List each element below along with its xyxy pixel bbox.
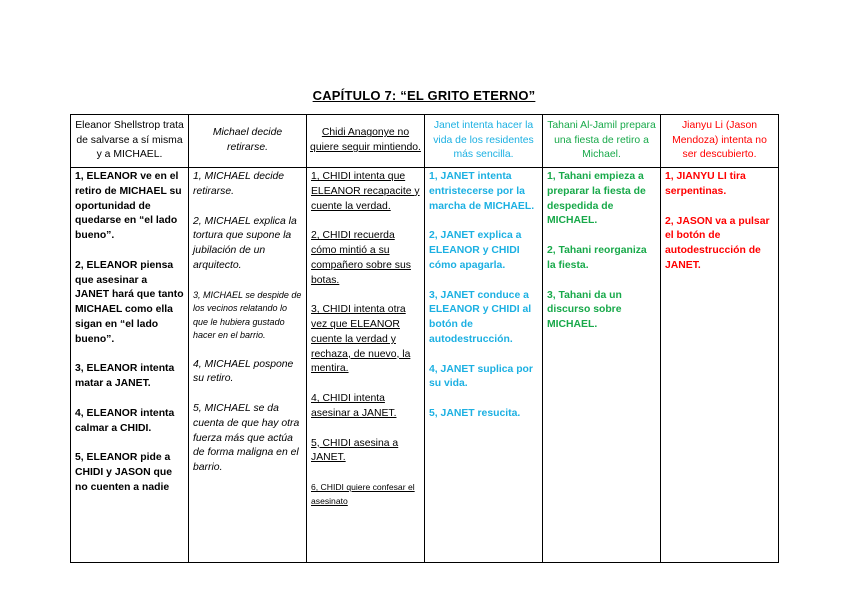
list-item: 1, MICHAEL decide retirarse. bbox=[193, 171, 285, 197]
list-item: 5, MICHAEL se da cuenta de que hay otra fuerza más que actúa de forma maligna en el barrio. bbox=[193, 403, 300, 474]
list-item: 4, CHIDI intenta asesinar a JANET. bbox=[311, 393, 397, 419]
list-item: 2, ELEANOR piensa que asesinar a JANET hará que tanto MICHAEL como ella sigan en “el lado bueno”. bbox=[75, 259, 184, 345]
plot-table bbox=[70, 114, 779, 563]
list-item: 6, CHIDI quiere confesar el asesinato bbox=[311, 482, 415, 506]
column-tahani bbox=[543, 168, 661, 563]
header-michael: Michael decide retirarse. bbox=[189, 115, 307, 168]
header-jianyu: Jianyu Li (Jason Mendoza) intenta no ser descubierto. bbox=[661, 115, 779, 168]
header-eleanor: Eleanor Shellstrop trata de salvarse a sí misma y a MICHAEL. bbox=[71, 115, 189, 168]
document-title: CAPÍTULO 7: “EL GRITO ETERNO” bbox=[312, 88, 536, 103]
list-item: 5, JANET resucita. bbox=[429, 408, 521, 420]
body-row bbox=[71, 168, 779, 563]
list-item: 5, CHIDI asesina a JANET. bbox=[311, 437, 399, 464]
list-item: 1, JANET intenta entristecerse por la marcha de MICHAEL. bbox=[429, 171, 535, 212]
list-item: 4, JANET suplica por su vida. bbox=[429, 363, 533, 390]
list-item: 3, JANET conduce a ELEANOR y CHIDI al botón de autodestrucción. bbox=[429, 289, 532, 345]
list-item: 2, JANET explica a ELEANOR y CHIDI cómo apagarla. bbox=[429, 230, 522, 271]
list-item: 3, ELEANOR intenta matar a JANET. bbox=[75, 363, 175, 390]
column-michael bbox=[189, 168, 307, 563]
list-item: 2, CHIDI recuerda cómo mintió a su compañero sobre sus botas. bbox=[311, 230, 411, 286]
list-item: 4, MICHAEL pospone su retiro. bbox=[193, 358, 294, 385]
list-item: 3, MICHAEL se despide de los vecinos relatando lo que le hubiera gustado hacer en el barrio. bbox=[193, 289, 302, 341]
header-janet: Janet intenta hacer la vida de los residentes más sencilla. bbox=[425, 115, 543, 168]
list-item: 2, Tahani reorganiza la fiesta. bbox=[547, 245, 647, 271]
header-tahani: Tahani Al-Jamil prepara una fiesta de retiro a Michael. bbox=[543, 115, 661, 168]
list-item: 1, ELEANOR ve en el retiro de MICHAEL su oportunidad de quedarse en “el lado bueno”. bbox=[75, 171, 182, 242]
header-chidi: Chidi Anagonye no quiere seguir mintiendo. bbox=[307, 115, 425, 168]
list-item: 1, Tahani empieza a preparar la fiesta de despedida de MICHAEL. bbox=[547, 171, 646, 227]
column-eleanor bbox=[71, 168, 189, 563]
list-item: 4, ELEANOR intenta calmar a CHIDI. bbox=[75, 407, 175, 434]
list-item: 2, MICHAEL explica la tortura que supone la jubilación de un arquitecto. bbox=[193, 215, 297, 271]
column-jianyu bbox=[661, 168, 779, 563]
list-item: 2, JASON va a pulsar el botón de autodestrucción de JANET. bbox=[665, 215, 770, 271]
list-item: 1, JIANYU LI tira serpentinas. bbox=[665, 171, 746, 197]
list-item: 3, Tahani da un discurso sobre MICHAEL. bbox=[547, 289, 622, 331]
list-item: 1, CHIDI intenta que ELEANOR recapacite y cuente la verdad. bbox=[311, 171, 420, 212]
header-row bbox=[71, 115, 779, 168]
column-janet bbox=[425, 168, 543, 563]
column-chidi bbox=[307, 168, 425, 563]
list-item: 3, CHIDI intenta otra vez que ELEANOR cuente la verdad y rechaza, de nuevo, la mentira. bbox=[311, 304, 411, 375]
list-item: 5, ELEANOR pide a CHIDI y JASON que no cuenten a nadie bbox=[75, 452, 172, 494]
